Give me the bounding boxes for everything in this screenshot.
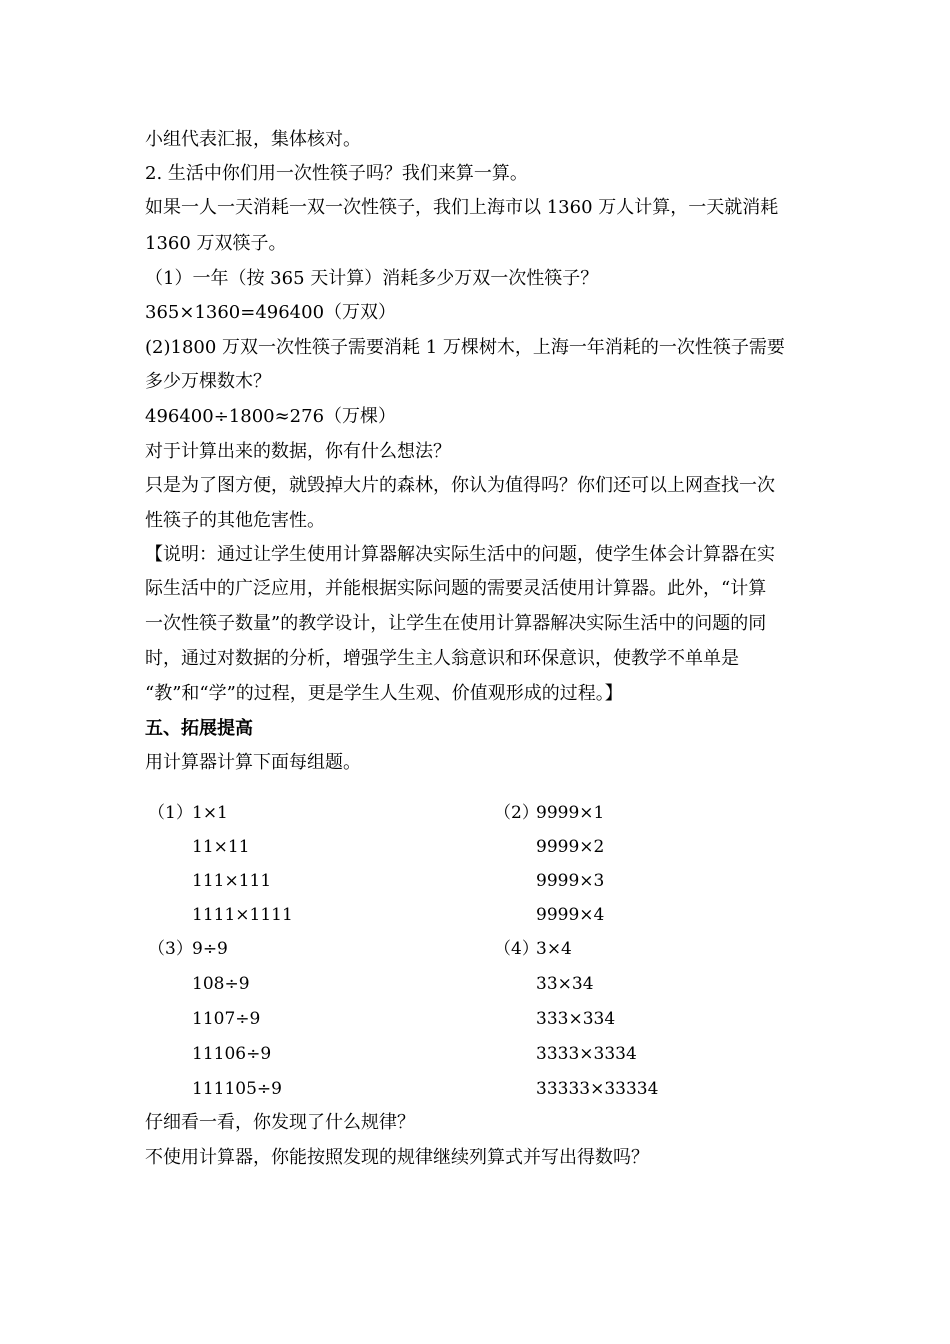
closing-question-2: 不使用计算器，你能按照发现的规律继续列算式并写出得数吗？ (145, 1147, 649, 1168)
section-heading: 五、拓展提高 (145, 718, 253, 739)
paragraph-forest-line-2: 性筷子的其他危害性。 (145, 510, 325, 531)
group-4-item: 33×34 (536, 974, 594, 994)
group-1-item: 1111×1111 (192, 905, 293, 925)
answer-2: 496400÷1800≈276（万棵） (145, 406, 397, 427)
group-1-item: 111×111 (192, 871, 272, 891)
note-line-5: “教”和“学”的过程，更是学生人生观、价值观形成的过程。】 (145, 683, 623, 704)
group-3-label: （3） (148, 939, 193, 959)
paragraph-thoughts: 对于计算出来的数据，你有什么想法？ (145, 441, 451, 462)
note-line-3: 一次性筷子数量”的教学设计，让学生在使用计算器解决实际生活中的问题的同 (145, 613, 767, 634)
sub-question-2-line-2: 多少万棵数木？ (145, 371, 271, 392)
note-line-4: 时，通过对数据的分析，增强学生主人翁意识和环保意识，使教学不单单是 (145, 648, 739, 669)
group-2-label: （2） (494, 803, 539, 823)
group-4-item: 333×334 (536, 1009, 616, 1029)
group-4-item: 3×4 (536, 939, 572, 959)
paragraph-scenario-line-1: 如果一人一天消耗一双一次性筷子，我们上海市以 1360 万人计算，一天就消耗 (145, 197, 779, 218)
note-line-2: 际生活中的广泛应用，并能根据实际问题的需要灵活使用计算器。此外，“计算 (145, 578, 767, 599)
group-4-label: （4） (494, 939, 539, 959)
group-4-item: 33333×33334 (536, 1079, 659, 1099)
group-2-item: 9999×1 (536, 803, 605, 823)
sub-question-1: （1）一年（按 365 天计算）消耗多少万双一次性筷子？ (145, 268, 599, 289)
paragraph-forest-line-1: 只是为了图方便，就毁掉大片的森林，你认为值得吗？你们还可以上网查找一次 (145, 475, 775, 496)
group-2-item: 9999×4 (536, 905, 605, 925)
group-3-item: 111105÷9 (192, 1079, 282, 1099)
group-1-item: 11×11 (192, 837, 250, 857)
closing-question-1: 仔细看一看，你发现了什么规律？ (145, 1112, 415, 1133)
group-2-item: 9999×2 (536, 837, 605, 857)
group-3-item: 1107÷9 (192, 1009, 261, 1029)
paragraph-scenario-line-2: 1360 万双筷子。 (145, 233, 287, 254)
answer-1: 365×1360=496400（万双） (145, 302, 397, 323)
group-1-item: 1×1 (192, 803, 228, 823)
group-3-item: 108÷9 (192, 974, 250, 994)
group-3-item: 11106÷9 (192, 1044, 272, 1064)
sub-question-2-line-1: (2)1800 万双一次性筷子需要消耗 1 万棵树木，上海一年消耗的一次性筷子需要 (145, 337, 785, 358)
paragraph-question-2: 2. 生活中你们用一次性筷子吗？我们来算一算。 (145, 163, 528, 184)
note-line-1: 【说明：通过让学生使用计算器解决实际生活中的问题，使学生体会计算器在实 (145, 544, 775, 565)
group-3-item: 9÷9 (192, 939, 228, 959)
group-2-item: 9999×3 (536, 871, 605, 891)
exercise-intro: 用计算器计算下面每组题。 (145, 752, 361, 773)
paragraph-report: 小组代表汇报，集体核对。 (145, 129, 361, 150)
group-1-label: （1） (148, 803, 193, 823)
group-4-item: 3333×3334 (536, 1044, 637, 1064)
